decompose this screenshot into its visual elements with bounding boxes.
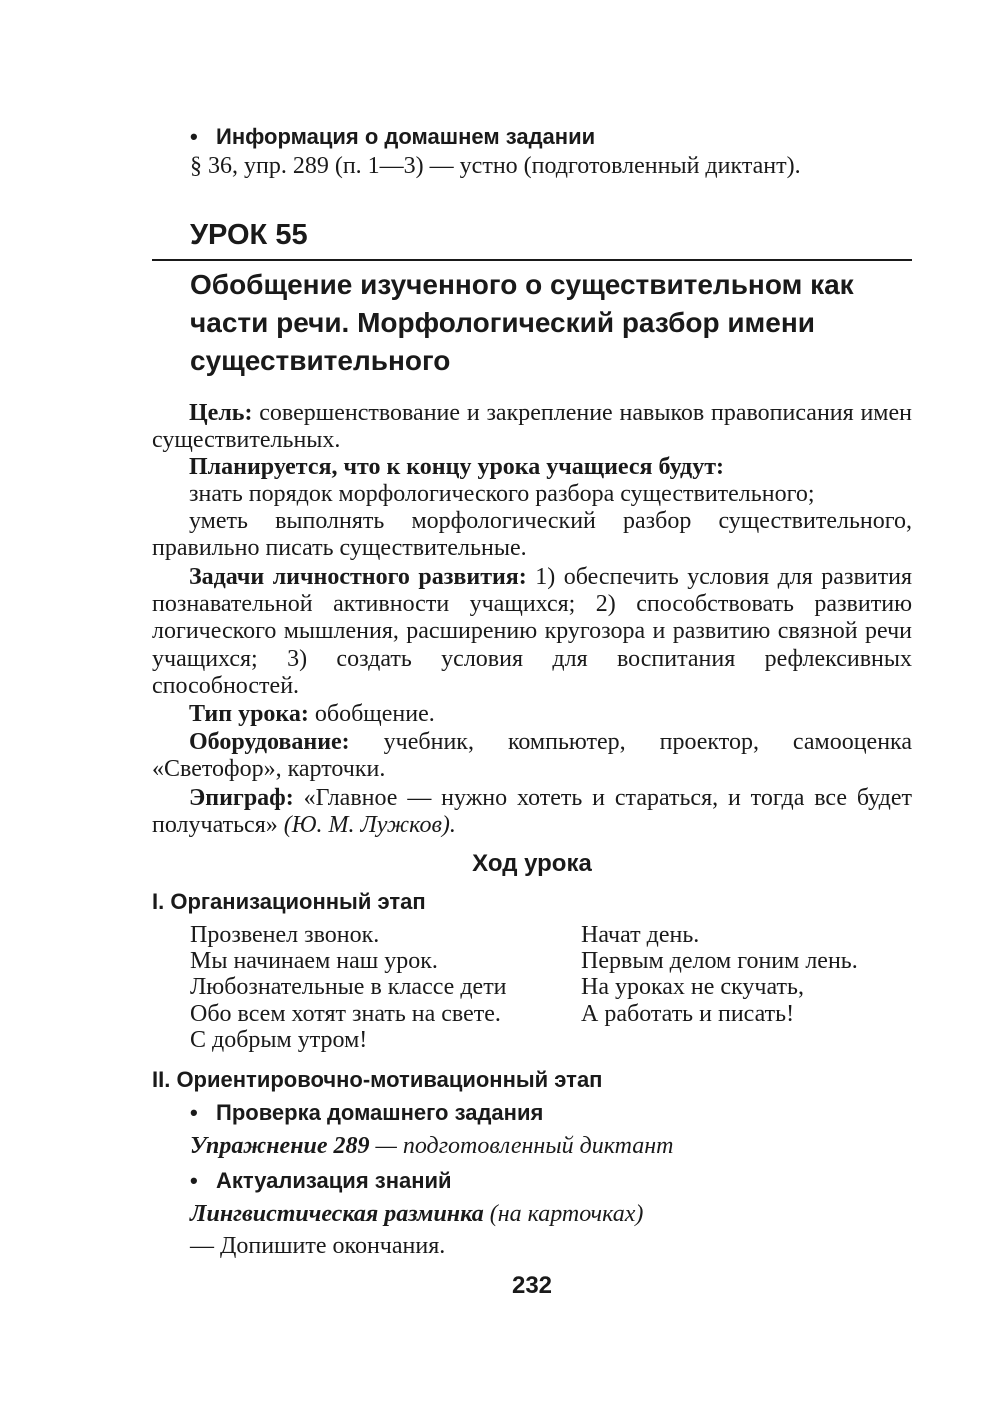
epigraph-author: (Ю. М. Лужков). xyxy=(283,812,456,839)
poem-line: С добрым утром! xyxy=(190,1026,368,1053)
epigraph-label: Эпиграф: xyxy=(189,785,294,811)
planned-item: уметь выполнять морфологический разбор существительного, правильно писать существительные. xyxy=(152,508,912,562)
poem-left-column xyxy=(190,922,507,1053)
bullet-icon: • xyxy=(190,1100,198,1125)
poem-line: Начат день. xyxy=(581,922,700,948)
poem-line: Первым делом гоним лень. xyxy=(581,948,858,975)
poem-line: А работать и писать! xyxy=(581,1000,795,1027)
equipment-paragraph xyxy=(152,729,912,783)
exercise-note: — подготовленный диктант xyxy=(369,1133,674,1159)
page-number: 232 xyxy=(511,1272,553,1299)
lesson-title: УРОК 55 xyxy=(190,219,308,251)
instruction-line: — Допишите окончания. xyxy=(190,1233,446,1259)
lesson-topic: Обобщение изученного о существительном как части речи. Морфологический разбор имени существительного xyxy=(190,269,854,376)
title-divider xyxy=(152,259,912,261)
goal-text: совершенствование и закрепление навыков правописания имен существительных. xyxy=(152,400,912,454)
lesson-type-paragraph xyxy=(152,701,912,728)
epigraph-text: «Главное — нужно хотеть и стараться, и тогда все будет получаться» xyxy=(152,785,912,839)
epigraph-paragraph xyxy=(152,785,912,839)
poem-right-column xyxy=(581,922,858,1027)
planned-label: Планируется, что к концу урока учащиеся будут: xyxy=(189,454,724,480)
tasks-text: 1) обеспечить условия для развития познавательной активности учащихся; 2) способствовать развитию логического мышления, расширению кругозора и развитию связной речи учащихся; 3) создать условия для воспитания рефлексивных способностей. xyxy=(152,564,912,699)
equipment-text: учебник, компьютер, проектор, самооценка «Светофор», карточки. xyxy=(152,729,912,783)
homework-check-heading: • Проверка домашнего задания xyxy=(190,1100,544,1125)
tasks-label: Задачи личностного развития: xyxy=(189,564,527,590)
lesson-type-label: Тип урока: xyxy=(189,701,309,727)
poem-line: Прозвенел звонок. xyxy=(190,922,380,948)
poem-line: Любознательные в классе дети xyxy=(190,974,507,1001)
exercise-title: Упражнение 289 xyxy=(190,1133,370,1159)
stage1-heading: I. Организационный этап xyxy=(152,889,426,914)
tasks-paragraph xyxy=(152,564,912,700)
lesson-type-text: обобщение. xyxy=(308,701,435,727)
warmup-title: Лингвистическая разминка xyxy=(190,1201,484,1227)
actualization-heading: • Актуализация знаний xyxy=(190,1168,452,1193)
bullet-icon: • xyxy=(190,1168,198,1193)
exercise-line xyxy=(190,1133,674,1160)
homework-info-text: § 36, упр. 289 (п. 1—3) — устно (подготовленный диктант). xyxy=(190,153,801,179)
course-heading: Ход урока xyxy=(472,850,592,877)
homework-info-heading: • Информация о домашнем задании xyxy=(190,124,596,149)
goal-paragraph xyxy=(152,400,912,454)
planned-item: знать порядок морфологического разбора существительного; xyxy=(189,481,815,507)
goal-label: Цель: xyxy=(189,400,253,426)
poem-line: Мы начинаем наш урок. xyxy=(190,948,438,975)
equipment-label: Оборудование: xyxy=(189,729,350,755)
warmup-line xyxy=(190,1201,643,1228)
warmup-note: (на карточках) xyxy=(483,1201,644,1227)
poem-line: На уроках не скучать, xyxy=(581,974,804,1001)
stage2-heading: II. Ориентировочно-мотивационный этап xyxy=(152,1067,603,1092)
poem-line: Обо всем хотят знать на свете. xyxy=(190,1000,501,1027)
bullet-icon: • xyxy=(190,124,198,149)
